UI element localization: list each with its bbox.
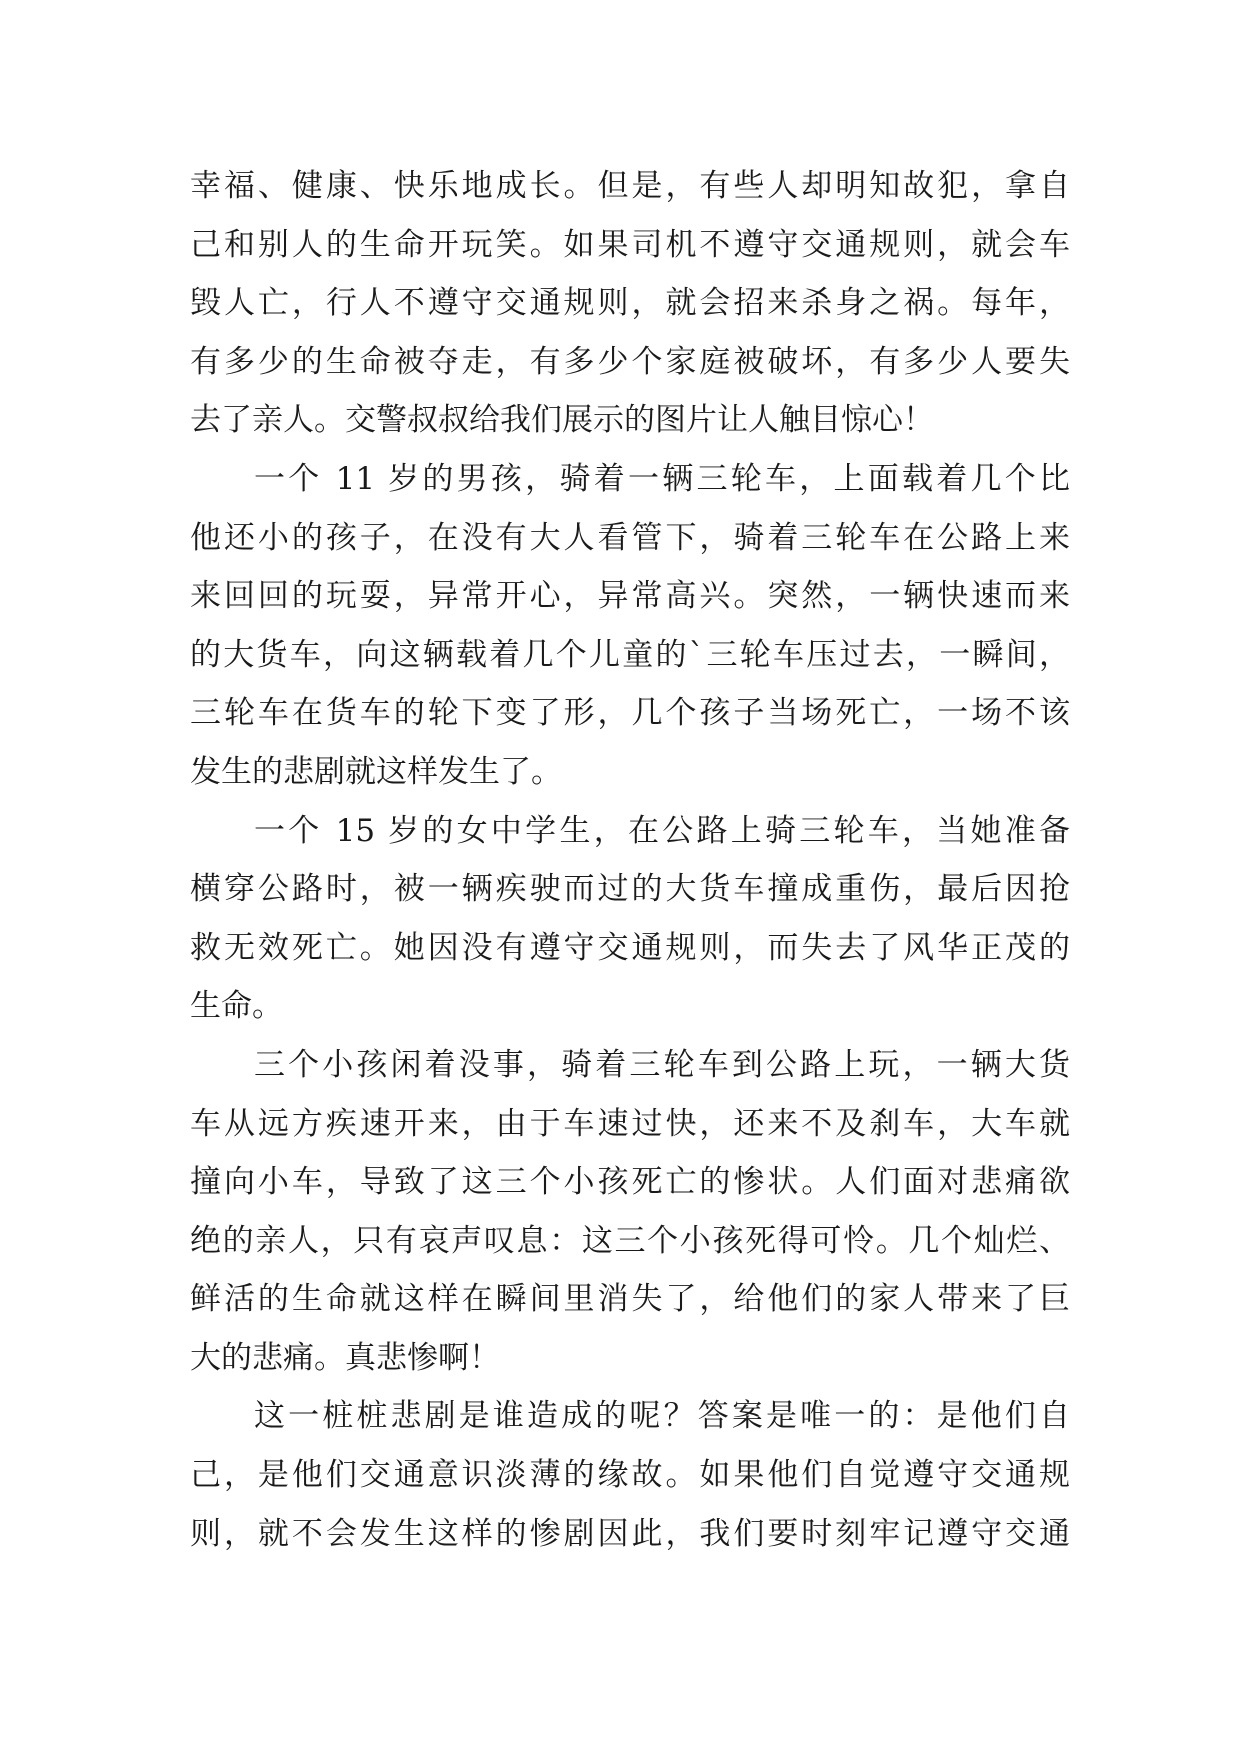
body-text [190, 157, 1070, 1563]
text-line: 撞向小车，导致了这三个小孩死亡的惨状。人们面对悲痛欲 [190, 1164, 1070, 1201]
text-line: 救无效死亡。她因没有遵守交通规则，而失去了风华正茂的 [190, 929, 1070, 966]
text-line: 大的悲痛。真悲惨啊！ [190, 1339, 500, 1376]
text-line: 绝的亲人，只有哀声叹息：这三个小孩死得可怜。几个灿烂、 [190, 1222, 1070, 1259]
text-line: 生命。 [190, 988, 283, 1025]
text-line: 的大货车，向这辆载着几个儿童的`三轮车压过去，一瞬间， [190, 636, 1070, 673]
text-line: 有多少的生命被夺走，有多少个家庭被破坏，有多少人要失 [190, 343, 1070, 380]
text-line: 己和别人的生命开玩笑。如果司机不遵守交通规则，就会车 [190, 226, 1070, 263]
text-line: 一个 15 岁的女中学生，在公路上骑三轮车，当她准备 [254, 812, 1070, 849]
text-line: 则，就不会发生这样的惨剧因此，我们要时刻牢记遵守交通 [190, 1515, 1070, 1552]
text-line: 幸福、健康、快乐地成长。但是，有些人却明知故犯，拿自 [190, 168, 1070, 204]
text-line: 他还小的孩子，在没有大人看管下，骑着三轮车在公路上来 [190, 519, 1070, 556]
text-line: 去了亲人。交警叔叔给我们展示的图片让人触目惊心！ [190, 402, 934, 439]
text-line: 发生的悲剧就这样发生了。 [190, 753, 562, 790]
text-line: 己，是他们交通意识淡薄的缘故。如果他们自觉遵守交通规 [190, 1457, 1070, 1494]
text-line: 车从远方疾速开来，由于车速过快，还来不及刹车，大车就 [190, 1105, 1070, 1142]
text-line: 横穿公路时，被一辆疾驶而过的大货车撞成重伤，最后因抢 [190, 871, 1070, 908]
text-line: 来回回的玩耍，异常开心，异常高兴。突然，一辆快速而来 [190, 578, 1070, 615]
text-line: 一个 11 岁的男孩，骑着一辆三轮车，上面载着几个比 [254, 460, 1070, 497]
text-line: 鲜活的生命就这样在瞬间里消失了，给他们的家人带来了巨 [190, 1281, 1070, 1318]
text-line: 三个小孩闲着没事，骑着三轮车到公路上玩，一辆大货 [254, 1046, 1070, 1083]
text-line: 三轮车在货车的轮下变了形，几个孩子当场死亡，一场不该 [190, 695, 1070, 732]
text-line: 毁人亡，行人不遵守交通规则，就会招来杀身之祸。每年， [190, 285, 1070, 322]
text-line: 这一桩桩悲剧是谁造成的呢？答案是唯一的：是他们自 [254, 1398, 1070, 1435]
